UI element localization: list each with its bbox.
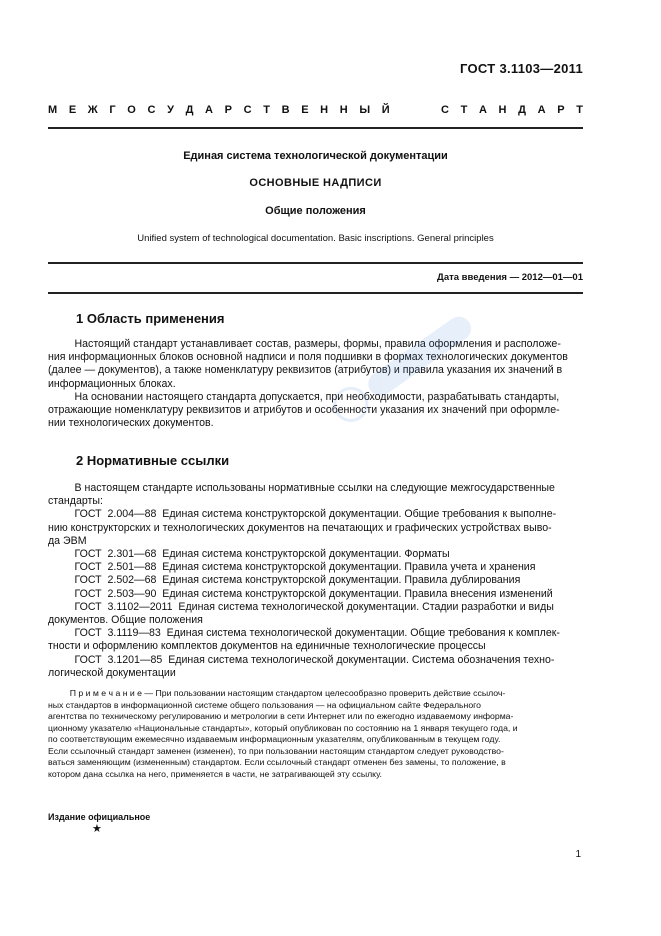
- note-line: ных стандартов в информационной системе общего пользования — на официальном сайте Федерального: [48, 699, 481, 710]
- document-number: ГОСТ 3.1103—2011: [460, 61, 583, 76]
- banner-letter: Д: [185, 104, 194, 116]
- banner-letter: О: [127, 104, 136, 116]
- word-gap: [401, 104, 429, 116]
- banner-letter: Т: [460, 104, 468, 116]
- text-line: ГОСТ 3.1201—85 Единая система технологической документации. Система обозначения техно-: [48, 653, 555, 666]
- official-edition-label: Издание официальное: [48, 812, 151, 822]
- text-line: отражающие номенклатуру реквизитов и атрибутов и особенности указания их значений при оформле-: [48, 404, 560, 417]
- interstate-standard-banner: [48, 104, 583, 116]
- main-title: ОСНОВНЫЕ НАДПИСИ: [249, 177, 382, 189]
- top-rule: [48, 127, 583, 129]
- section-1-text: [48, 338, 583, 430]
- text-line: Настоящий стандарт устанавливает состав, размеры, формы, правила оформления и расположе-: [48, 338, 561, 350]
- section-2-heading: 2 Нормативные ссылки: [76, 453, 230, 468]
- banner-letter: Е: [301, 104, 309, 116]
- banner-letter: Р: [224, 104, 232, 116]
- banner-letter: Е: [68, 104, 77, 116]
- note-line: П р и м е ч а н и е — При пользовании настоящим стандартом целесообразно проверить действие ссылоч-: [48, 688, 506, 698]
- page-number: 1: [575, 849, 581, 860]
- note-line: по соответствующим ежемесячно издаваемым информационным указателям, опубликованным в текущем году.: [48, 734, 501, 744]
- text-line: В настоящем стандарте использованы нормативные ссылки на следующие межгосударственные: [48, 482, 555, 494]
- text-line: ГОСТ 2.501—88 Единая система конструкторской документации. Правила учета и хранения: [48, 561, 536, 574]
- banner-letter: А: [478, 104, 487, 116]
- subtitle: Общие положения: [265, 205, 366, 217]
- banner-letter: У: [167, 104, 174, 116]
- text-line: логической документации: [48, 666, 176, 679]
- text-line: стандарты:: [48, 495, 103, 508]
- text-line: тности и оформлению комплектов документов на единичные технологические процессы: [48, 640, 486, 653]
- banner-letter: Р: [557, 104, 565, 116]
- bottom-rule: [48, 292, 583, 294]
- banner-letter: Т: [576, 104, 583, 116]
- section-1-heading: 1 Область применения: [76, 311, 225, 326]
- banner-letter: Н: [320, 104, 329, 116]
- banner-letter: С: [147, 104, 156, 116]
- banner-letter: Н: [339, 104, 348, 116]
- note-line: Если ссылочный стандарт заменен (изменен), то при пользовании настоящим стандартом следует руководство-: [48, 745, 504, 756]
- note-line: котором дана ссылка на него, применяется в части, не затрагивающей эту ссылку.: [48, 768, 382, 779]
- english-title: Unified system of technological documentation. Basic inscriptions. General principles: [137, 233, 494, 244]
- text-line: да ЭВМ: [48, 534, 87, 547]
- text-line: ГОСТ 2.004—88 Единая система конструкторской документации. Общие требования к выполне-: [48, 508, 557, 521]
- text-line: ГОСТ 2.503—90 Единая система конструкторской документации. Правила внесения изменений: [48, 587, 553, 600]
- text-line: ГОСТ 2.301—68 Единая система конструкторской документации. Форматы: [48, 548, 450, 561]
- banner-letter: Ы: [359, 104, 371, 116]
- text-line: нии технологических документов.: [48, 417, 214, 430]
- note-line: ционному указателю «Национальные стандарты», который опубликован по состоянию на 1 января текущего года, и: [48, 722, 518, 733]
- introduction-date: Дата введения — 2012—01—01: [437, 272, 583, 283]
- text-line: ния информационных блоков основной надписи и поля подшивки в формах технологических документов: [48, 351, 568, 364]
- banner-letter: Й: [381, 104, 390, 116]
- banner-letter: Д: [518, 104, 526, 116]
- star-icon: ★: [92, 823, 102, 835]
- note-line: ваться заменяющим (измененным) стандартом. Если ссылочный стандарт отменен без замены, то положение, в: [48, 757, 506, 767]
- text-line: ГОСТ 2.502—68 Единая система конструкторской документации. Правила дублирования: [48, 574, 521, 587]
- banner-letter: М: [48, 104, 58, 116]
- banner-letter: А: [205, 104, 213, 116]
- note-text: [48, 688, 583, 780]
- banner-letter: С: [440, 104, 449, 116]
- note-line: агентства по техническому регулированию и метрологии в сети Интернет или по ежегодно издаваемому информа-: [48, 711, 514, 721]
- banner-letter: Т: [263, 104, 270, 116]
- text-line: ГОСТ 3.1119—83 Единая система технологической документации. Общие требования к комплек-: [48, 627, 560, 640]
- system-title: Единая система технологической документации: [183, 150, 448, 162]
- banner-letter: С: [243, 104, 252, 116]
- banner-letter: Н: [498, 104, 507, 116]
- text-line: ГОСТ 3.1102—2011 Единая система технологической документации. Стадии разработки и виды: [48, 600, 554, 613]
- banner-letter: Ж: [87, 104, 98, 116]
- text-line: На основании настоящего стандарта допускается, при необходимости, разрабатывать стандарты,: [48, 390, 560, 403]
- section-2-text: [48, 482, 583, 680]
- text-line: информационных блоках.: [48, 377, 176, 390]
- text-line: нию конструкторских и технологических документов на печатающих и графических устройствах выво-: [48, 521, 552, 534]
- banner-letter: Г: [109, 104, 116, 116]
- middle-rule: [48, 262, 583, 264]
- text-line: (далее — документов), а также номенклатуру реквизитов (атрибутов) и правила указания их значений в: [48, 364, 563, 377]
- text-line: документов. Общие положения: [48, 614, 203, 627]
- banner-letter: В: [281, 104, 290, 116]
- banner-letter: А: [537, 104, 546, 116]
